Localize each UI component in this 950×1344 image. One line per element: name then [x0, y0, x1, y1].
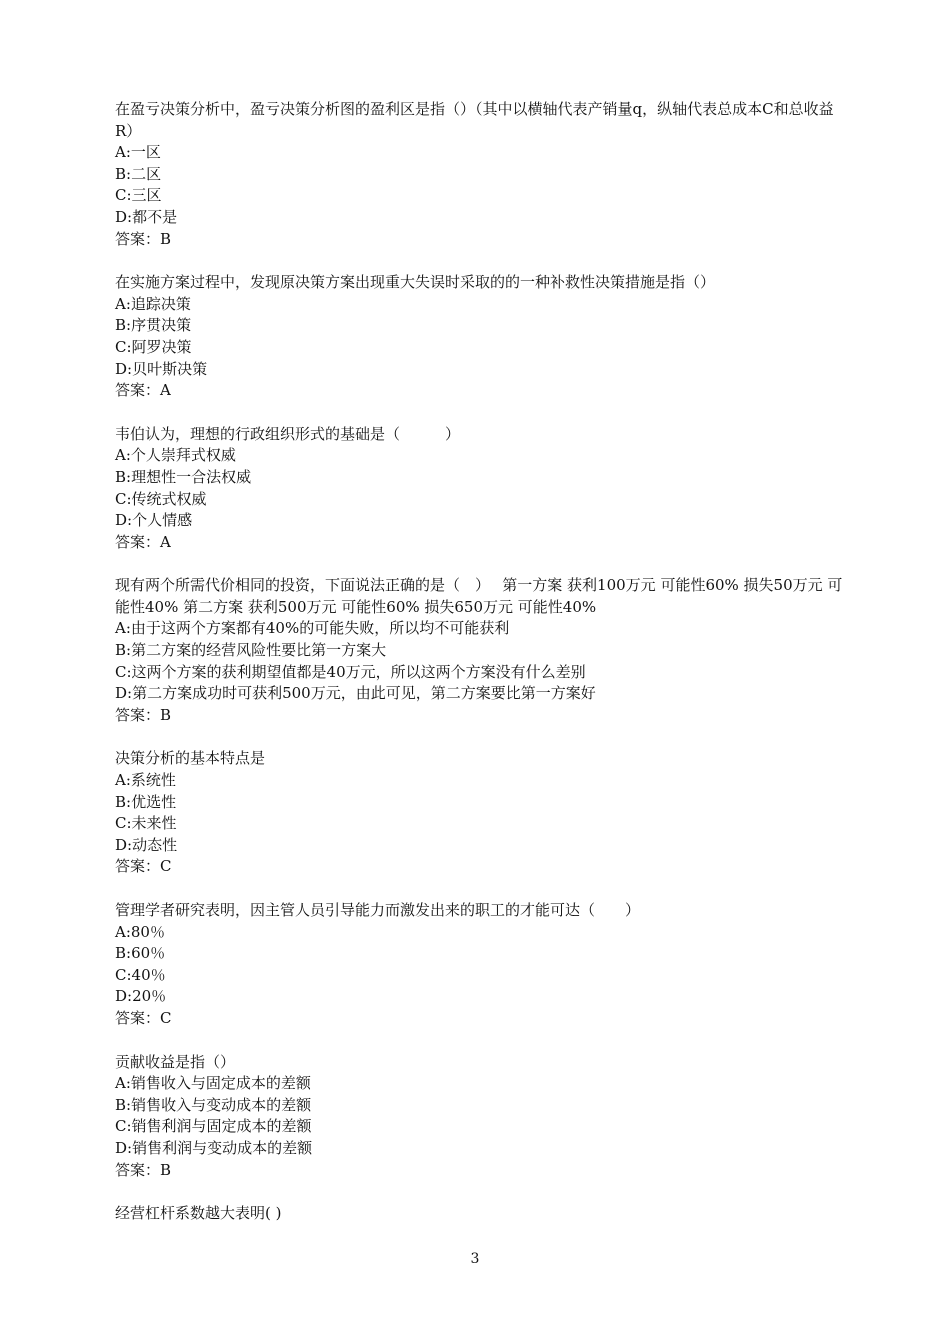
question-block [115, 1052, 850, 1182]
option-d: D:个人情感 [115, 511, 193, 530]
answer-text: 答案：B [115, 1160, 172, 1179]
question-list [115, 99, 850, 1247]
option-d: D:销售利润与变动成本的差额 [115, 1138, 313, 1157]
question-text: 在盈亏决策分析中，盈亏决策分析图的盈利区是指（）（其中以横轴代表产销量q，纵轴代表总成本C和总收益R） [115, 100, 834, 140]
question-block [115, 575, 850, 726]
option-a: A:一区 [115, 143, 161, 162]
option-c: C:销售利润与固定成本的差额 [115, 1117, 312, 1136]
question-block [115, 1203, 850, 1225]
question-block [115, 748, 850, 878]
answer-text: 答案：B [115, 229, 172, 248]
question-text: 管理学者研究表明，因主管人员引导能力而激发出来的职工的才能可达（ ） [115, 901, 641, 919]
option-d: D:20％ [115, 987, 167, 1006]
option-a: A:个人崇拜式权威 [115, 446, 236, 465]
answer-text: 答案：A [115, 381, 171, 400]
option-b: B:序贯决策 [115, 316, 192, 335]
answer-text: 答案：C [115, 857, 172, 876]
option-c: C:40％ [115, 965, 166, 984]
option-a: A:销售收入与固定成本的差额 [115, 1074, 311, 1093]
option-b: B:第二方案的经营风险性要比第一方案大 [115, 641, 387, 660]
option-c: C:阿罗决策 [115, 337, 192, 356]
question-text: 贡献收益是指（） [115, 1052, 236, 1071]
option-d: D:贝叶斯决策 [115, 359, 208, 378]
question-text: 经营杠杆系数越大表明( ) [115, 1204, 282, 1223]
option-a: A:由于这两个方案都有40%的可能失败，所以均不可能获利 [115, 619, 510, 638]
option-b: B:二区 [115, 164, 162, 183]
option-b: B:优选性 [115, 792, 177, 811]
question-block [115, 900, 850, 1030]
answer-text: 答案：A [115, 532, 171, 551]
question-text: 决策分析的基本特点是 [115, 749, 266, 768]
option-b: B:60％ [115, 944, 166, 963]
option-d: D:第二方案成功时可获利500万元，由此可见，第二方案要比第一方案好 [115, 684, 596, 703]
option-a: A:系统性 [115, 771, 176, 790]
question-text: 现有两个所需代价相同的投资，下面说法正确的是（ ） 第一方案 获利100万元 可能性60% 损失50万元 可能性40% 第二方案 获利500万元 可能性60% 损失650万元 可能性40% [115, 576, 843, 616]
question-text: 韦伯认为，理想的行政组织形式的基础是（ ） [115, 424, 461, 443]
option-c: C:传统式权威 [115, 489, 207, 508]
option-c: C:三区 [115, 186, 162, 205]
option-b: B:理想性一合法权威 [115, 467, 252, 486]
answer-text: 答案：C [115, 1008, 172, 1027]
question-block [115, 99, 850, 250]
page-number: 3 [470, 1251, 480, 1267]
option-d: D:动态性 [115, 835, 178, 854]
option-b: B:销售收入与变动成本的差额 [115, 1095, 312, 1114]
question-block [115, 272, 850, 402]
answer-text: 答案：B [115, 705, 172, 724]
question-text: 在实施方案过程中，发现原决策方案出现重大失误时采取的的一种补救性决策措施是指（） [115, 273, 716, 292]
option-c: C:这两个方案的获利期望值都是40万元，所以这两个方案没有什么差别 [115, 662, 586, 681]
option-a: A:80％ [115, 922, 165, 941]
option-c: C:未来性 [115, 814, 177, 833]
option-a: A:追踪决策 [115, 294, 191, 313]
option-d: D:都不是 [115, 207, 178, 226]
question-block [115, 424, 850, 554]
